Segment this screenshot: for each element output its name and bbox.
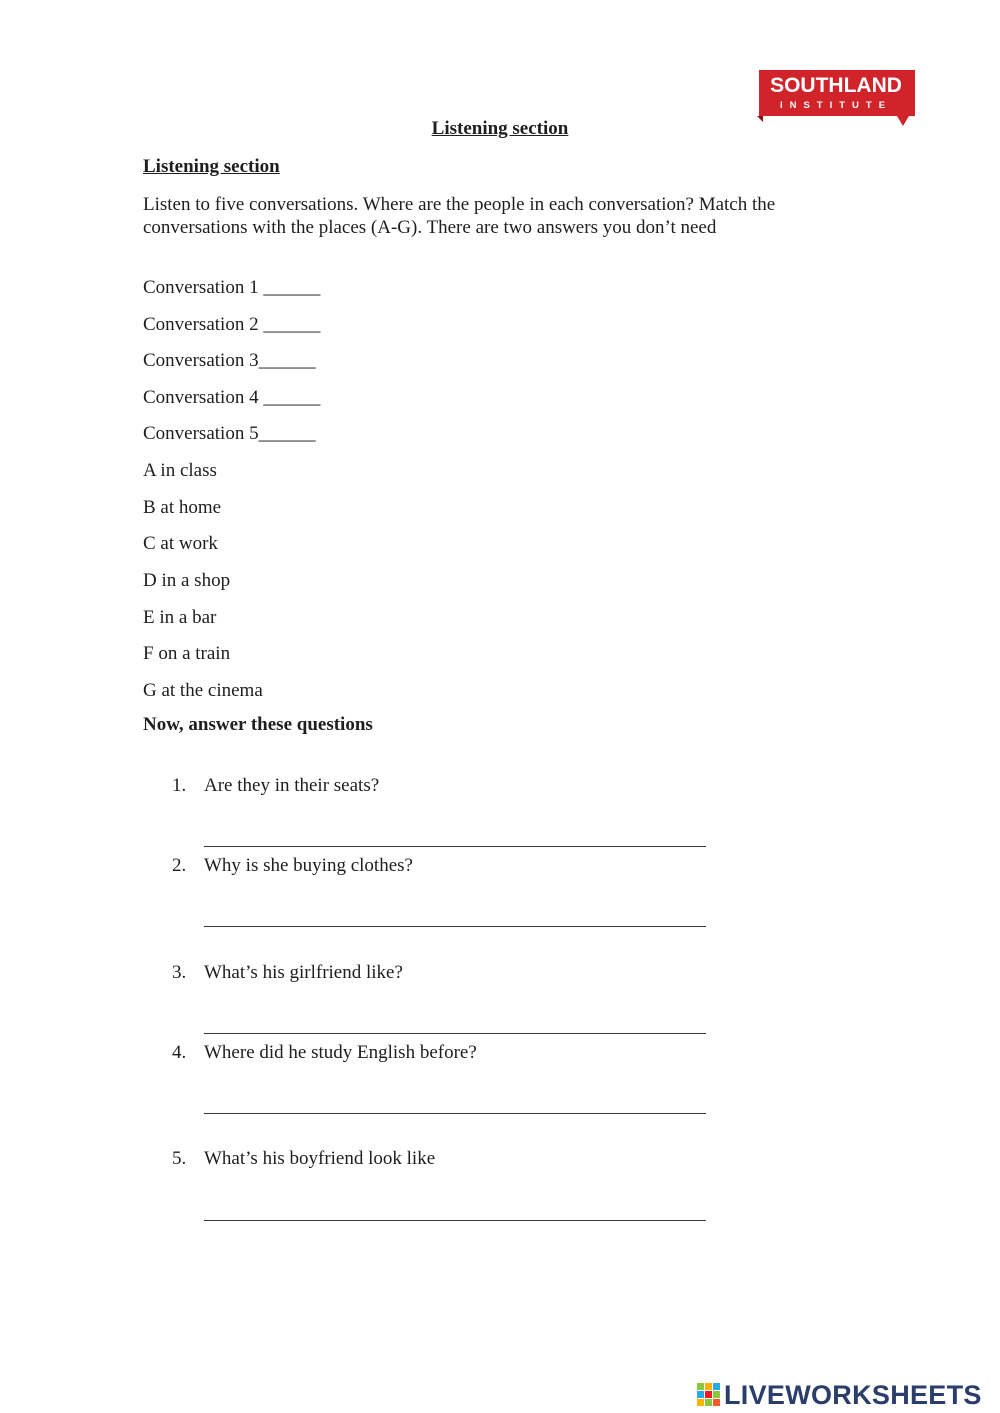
question-text: What’s his girlfriend like?: [204, 962, 403, 983]
place-option: C at work: [143, 533, 218, 554]
liveworksheets-brand: [697, 1378, 982, 1412]
answer-line-1[interactable]: [204, 846, 706, 847]
conversation-item: Conversation 4 ______: [143, 387, 321, 408]
liveworksheets-logo-icon: [697, 1383, 721, 1407]
questions-heading: Now, answer these questions: [143, 714, 373, 735]
place-option: E in a bar: [143, 607, 217, 628]
question-number: 3.: [172, 962, 187, 983]
conversation-item: Conversation 1 ______: [143, 277, 321, 298]
place-option: A in class: [143, 460, 217, 481]
question-text: Why is she buying clothes?: [204, 855, 413, 876]
conversation-item: Conversation 2 ______: [143, 314, 321, 335]
instructions-text: Listen to five conversations. Where are the people in each conversation? Match the conversations with the places (A-G). There are two answers you don’t need: [143, 194, 776, 238]
place-option: B at home: [143, 497, 222, 518]
question-text: What’s his boyfriend look like: [204, 1148, 436, 1169]
conversation-item: Conversation 3______: [143, 350, 316, 371]
place-option: G at the cinema: [143, 680, 263, 701]
place-option: F on a train: [143, 643, 231, 664]
brand-name: LIVEWORKSHEETS: [724, 1379, 982, 1410]
question-text: Are they in their seats?: [204, 775, 380, 796]
answer-line-2[interactable]: [204, 926, 706, 927]
question-number: 2.: [172, 855, 187, 876]
question-text: Where did he study English before?: [204, 1042, 477, 1063]
logo-tagline: INSTITUTE: [779, 100, 893, 111]
logo-name: SOUTHLAND: [770, 74, 902, 97]
answer-line-3[interactable]: [204, 1033, 706, 1034]
question-number: 1.: [172, 775, 187, 796]
question-number: 5.: [172, 1148, 187, 1169]
answer-line-4[interactable]: [204, 1113, 706, 1114]
answer-line-5[interactable]: [204, 1220, 706, 1221]
place-option: D in a shop: [143, 570, 231, 591]
conversation-item: Conversation 5______: [143, 423, 316, 444]
question-number: 4.: [172, 1042, 187, 1063]
section-heading: Listening section: [143, 156, 280, 177]
document-title: Listening section: [431, 118, 569, 139]
